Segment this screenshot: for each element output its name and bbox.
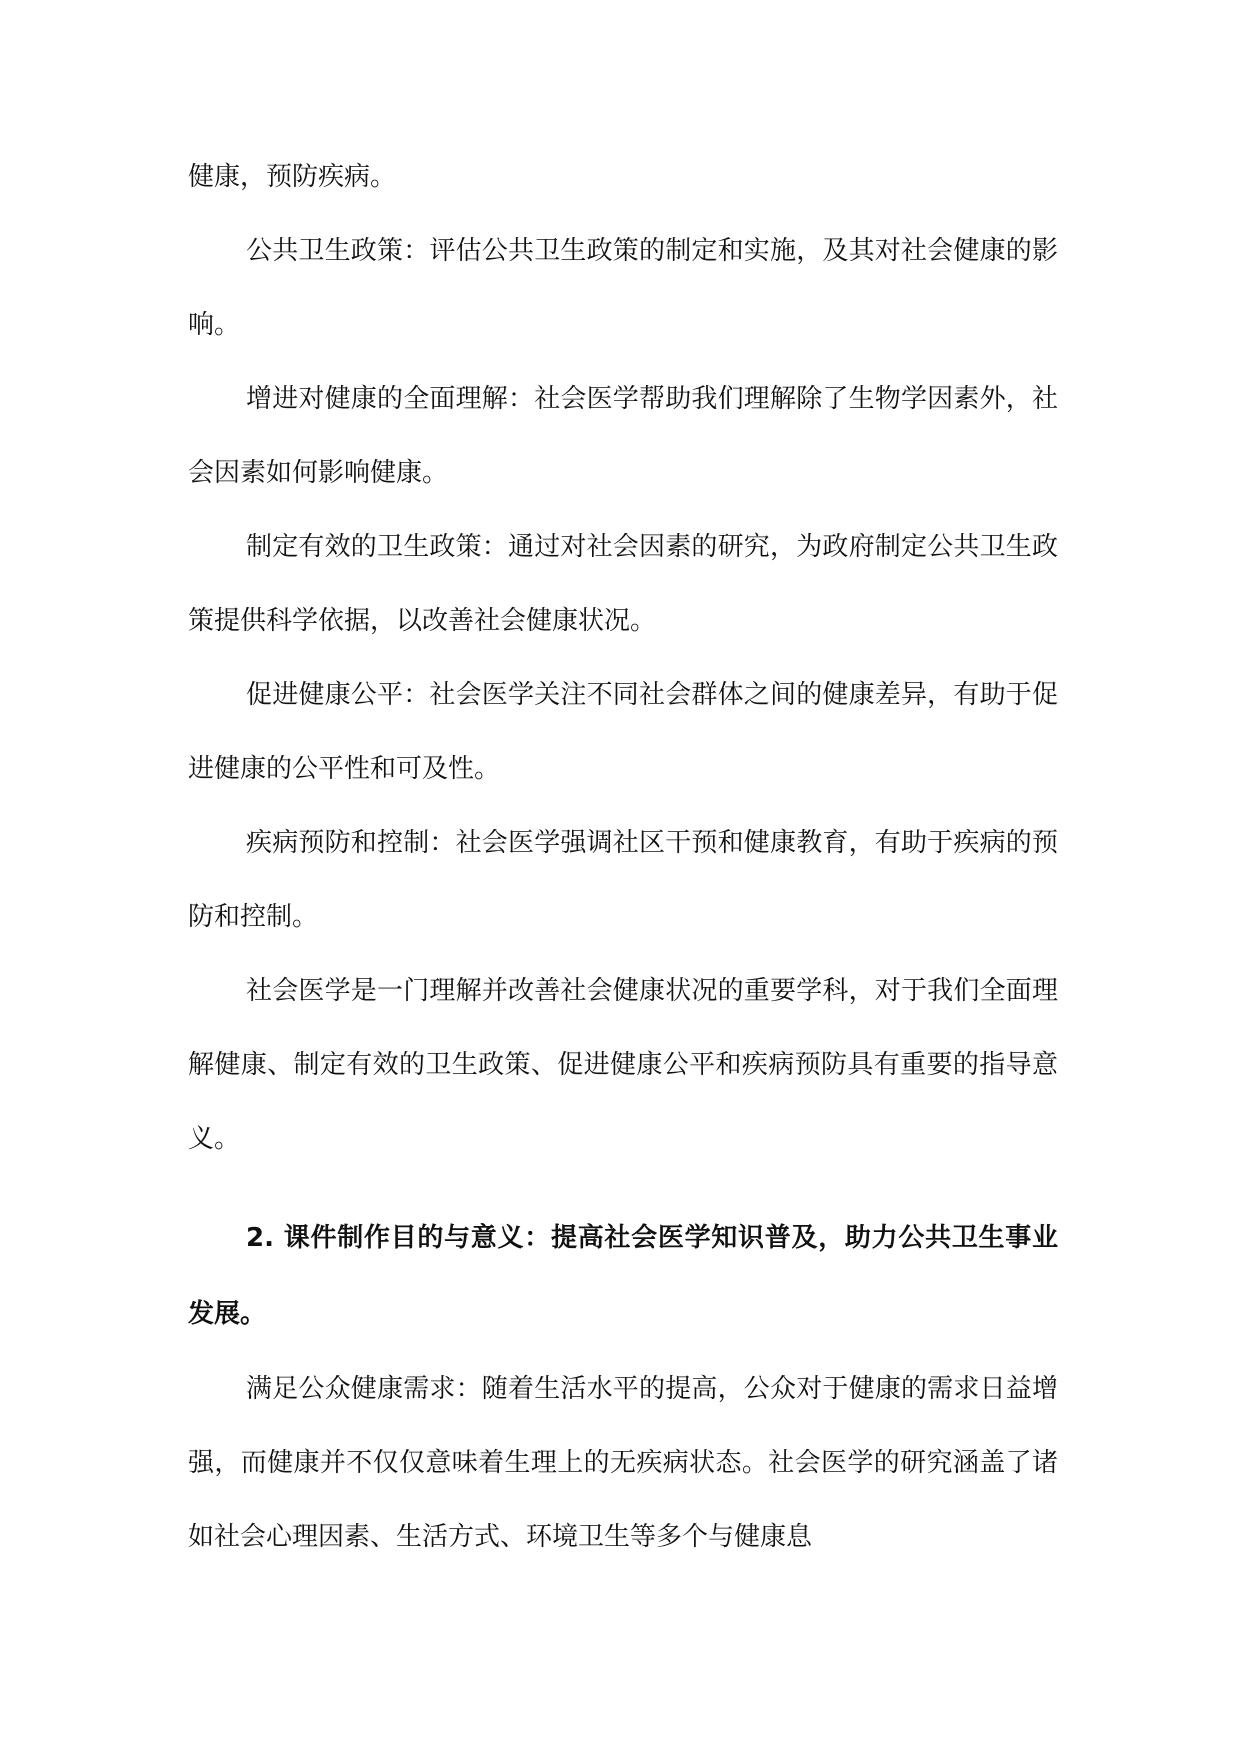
paragraph-public-needs: 满足公众健康需求：随着生活水平的提高，公众对于健康的需求日益增强，而健康并不仅仅意味着生理上的无疾病状态。社会医学的研究涵盖了诸如社会心理因素、生活方式、环境卫生等多个与健康息 xyxy=(188,1374,1058,1552)
paragraph-continuation: 健康，预防疾病。 xyxy=(188,162,397,192)
paragraph-public-health-policy: 公共卫生政策：评估公共卫生政策的制定和实施，及其对社会健康的影响。 xyxy=(188,236,1058,340)
paragraph-effective-policy: 制定有效的卫生政策：通过对社会因素的研究，为政府制定公共卫生政策提供科学依据，以改善社会健康状况。 xyxy=(188,532,1058,636)
paragraph-health-equity: 促进健康公平：社会医学关注不同社会群体之间的健康差异，有助于促进健康的公平性和可及性。 xyxy=(188,680,1058,784)
paragraph-summary: 社会医学是一门理解并改善社会健康状况的重要学科，对于我们全面理解健康、制定有效的卫生政策、促进健康公平和疾病预防具有重要的指导意义。 xyxy=(188,976,1058,1154)
section-heading: 2. 课件制作目的与意义：提高社会医学知识普及，助力公共卫生事业发展。 xyxy=(188,1223,1058,1329)
paragraph-disease-prevention: 疾病预防和控制：社会医学强调社区干预和健康教育，有助于疾病的预防和控制。 xyxy=(188,828,1058,932)
document-body xyxy=(188,140,1058,1574)
paragraph-understanding-health: 增进对健康的全面理解：社会医学帮助我们理解除了生物学因素外，社会因素如何影响健康。 xyxy=(188,384,1058,488)
